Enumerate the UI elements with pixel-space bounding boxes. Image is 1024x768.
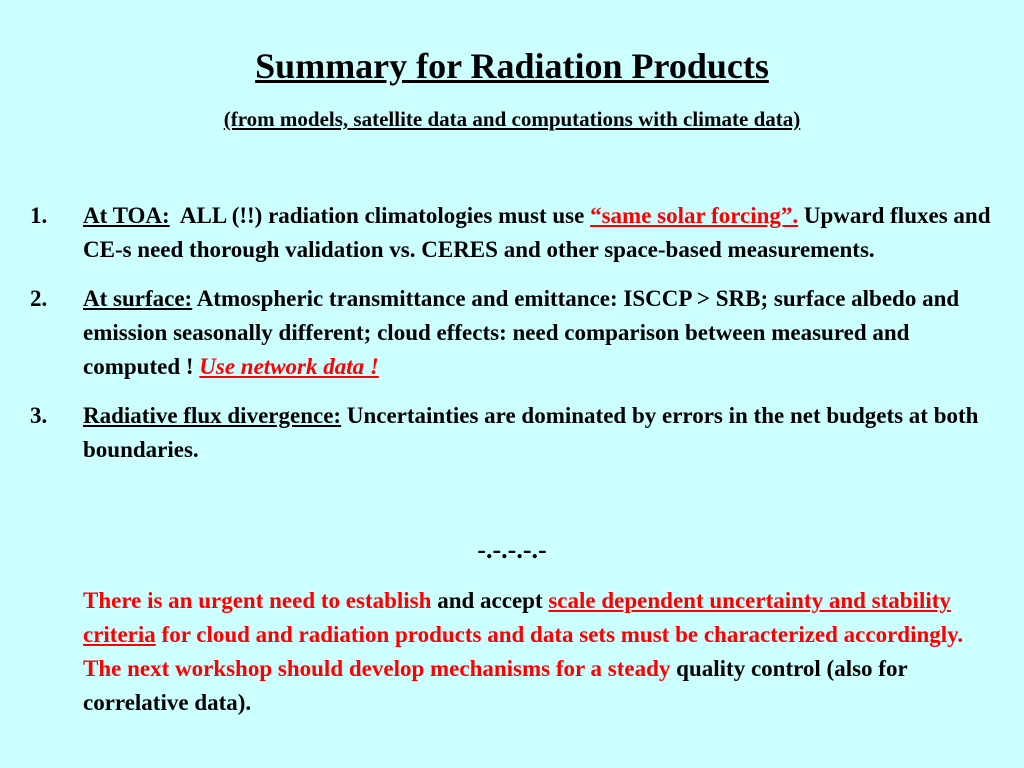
list-item-3 [30, 399, 1000, 467]
item-number: 1. [30, 203, 48, 228]
item-highlight: Use network data ! [199, 354, 379, 379]
item-number: 3. [30, 403, 48, 428]
separator: -.-.-.-.- [477, 535, 547, 564]
closing-part-4: for cloud and radiation products and data sets must be characterized accordingly. The next workshop should develop mechanisms for a steady [83, 622, 964, 681]
item-heading: Radiative flux divergence: [83, 403, 342, 428]
summary-list [30, 199, 1000, 482]
list-item-2 [30, 282, 1000, 384]
closing-part-5: quality control (also for correlative data). [83, 656, 908, 715]
page-subtitle: (from models, satellite data and computations with climate data) [223, 107, 801, 131]
item-text-continued: Upward fluxes and CE-s need thorough validation vs. CERES and other space-based measurements. [83, 203, 991, 262]
closing-part-1: There is an urgent need to establish [83, 588, 432, 613]
list-item-1 [30, 199, 1000, 267]
item-highlight: “same solar forcing”. [590, 203, 799, 228]
item-text: Uncertainties are dominated by errors in the net budgets at both boundaries. [83, 403, 979, 462]
item-heading: At surface: [83, 286, 193, 311]
closing-part-2: and accept [431, 588, 549, 613]
item-heading: At TOA: [83, 203, 170, 228]
page-title: Summary for Radiation Products [255, 46, 769, 86]
item-number: 2. [30, 286, 48, 311]
closing-part-3: scale dependent uncertainty and stability criteria [83, 588, 951, 647]
item-text: Atmospheric transmittance and emittance: ISCCP > SRB; surface albedo and emission seasonally different; cloud effects: need comparison between measured and computed ! [83, 286, 960, 379]
item-text: ALL (!!) radiation climatologies must use [169, 203, 591, 228]
closing-paragraph [83, 584, 1003, 720]
